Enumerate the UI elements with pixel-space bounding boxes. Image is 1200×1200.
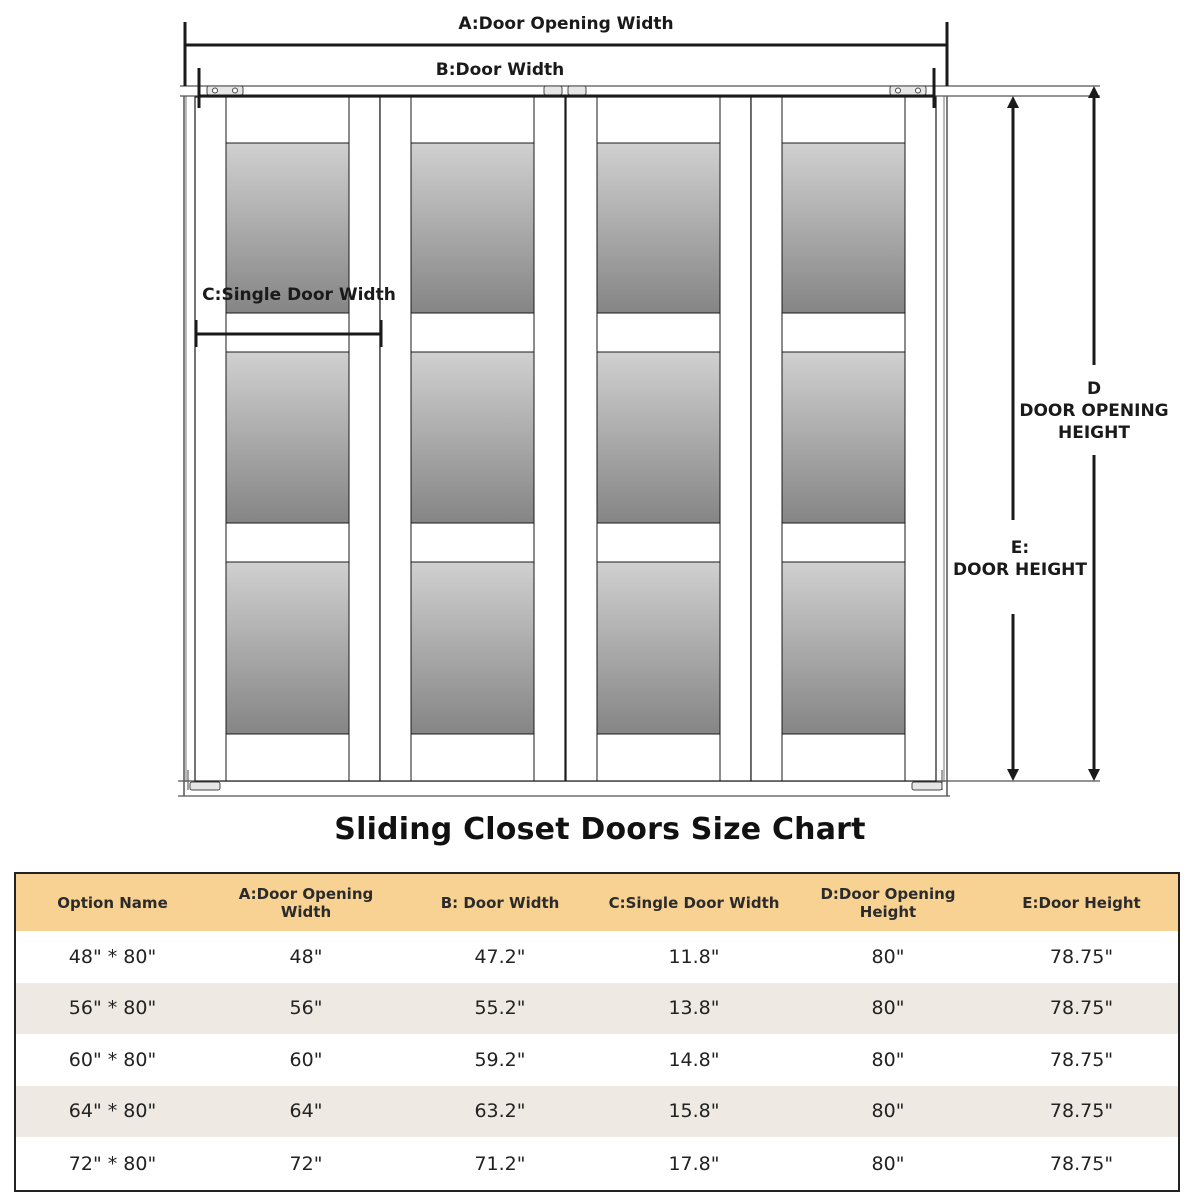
table-cell: 13.8": [668, 997, 720, 1020]
dimension-a-label: A:Door Opening Width: [458, 14, 674, 34]
dimension-d-label-letter: D: [1086, 379, 1102, 399]
table-cell: 64" * 80": [68, 1100, 157, 1123]
table-cell: 80": [871, 1152, 905, 1175]
table-cell: 17.8": [668, 1152, 720, 1175]
table-cell: 78.75": [1049, 1048, 1114, 1071]
table-cell: 60" * 80": [68, 1048, 157, 1071]
dimension-e-label-letter: E:: [1010, 538, 1030, 558]
column-header: B: Door Width: [440, 893, 560, 912]
glass-pane: [597, 352, 720, 523]
table-cell: 78.75": [1049, 945, 1114, 968]
arrow-up-icon: [1007, 96, 1019, 108]
dimension-d-label-line2: DOOR OPENING: [1019, 401, 1169, 421]
table-cell: 56" * 80": [68, 997, 157, 1020]
table-row: [15, 1137, 1179, 1191]
table-cell: 48" * 80": [68, 945, 157, 968]
door-panel-3: [566, 97, 751, 781]
glass-pane: [226, 352, 349, 523]
dimension-d-label-line3: HEIGHT: [1058, 423, 1130, 443]
glass-pane: [411, 562, 534, 734]
glass-pane: [597, 562, 720, 734]
top-track-bracket-right-icon: [890, 86, 926, 95]
top-track-bracket-center-icon: [544, 86, 586, 95]
dimension-e-label-line2: DOOR HEIGHT: [953, 560, 1087, 580]
door-panel-2: [380, 97, 565, 781]
size-chart-title: Sliding Closet Doors Size Chart: [334, 812, 866, 847]
door-panel-1: [195, 97, 380, 781]
table-cell: 59.2": [474, 1048, 526, 1071]
table-cell: 47.2": [474, 945, 526, 968]
glass-pane: [411, 352, 534, 523]
table-row: [15, 1086, 1179, 1138]
table-row: [15, 1034, 1179, 1086]
arrow-up-icon: [1088, 86, 1100, 98]
dimension-c-label: C:Single Door Width: [202, 285, 396, 305]
glass-pane: [597, 143, 720, 313]
table-cell: 14.8": [668, 1048, 720, 1071]
arrow-down-icon: [1007, 769, 1019, 781]
table-cell: 56": [289, 997, 323, 1020]
column-header: Option Name: [57, 893, 168, 912]
size-chart-table: [14, 872, 1180, 1192]
table-cell: 80": [871, 945, 905, 968]
table-cell: 80": [871, 1048, 905, 1071]
glass-pane: [782, 352, 905, 523]
table-cell: 63.2": [474, 1100, 526, 1123]
table-cell: 80": [871, 1100, 905, 1123]
arrow-down-icon: [1088, 769, 1100, 781]
table-cell: 80": [871, 997, 905, 1020]
glass-pane: [411, 143, 534, 313]
top-track-bracket-left-icon: [207, 86, 243, 95]
table-row: [15, 931, 1179, 983]
glass-pane: [226, 562, 349, 734]
glass-pane: [782, 562, 905, 734]
column-header: D:Door Opening Height: [820, 884, 956, 921]
table-cell: 15.8": [668, 1100, 720, 1123]
table-row: [15, 983, 1179, 1035]
table-cell: 71.2": [474, 1152, 526, 1175]
table-cell: 55.2": [474, 997, 526, 1020]
table-cell: 64": [289, 1100, 323, 1123]
table-cell: 11.8": [668, 945, 720, 968]
table-cell: 78.75": [1049, 1100, 1114, 1123]
column-header: C:Single Door Width: [608, 893, 780, 912]
column-header: E:Door Height: [1022, 893, 1141, 912]
table-cell: 60": [289, 1048, 323, 1071]
table-cell: 48": [289, 945, 323, 968]
column-header: A:Door Opening Width: [238, 884, 374, 921]
dimension-b-label: B:Door Width: [435, 60, 565, 80]
door-panel-4: [751, 97, 936, 781]
table-header-row: [15, 873, 1179, 931]
table-cell: 72": [289, 1152, 323, 1175]
glass-pane: [782, 143, 905, 313]
table-cell: 78.75": [1049, 1152, 1114, 1175]
table-cell: 78.75": [1049, 997, 1114, 1020]
table-cell: 72" * 80": [68, 1152, 157, 1175]
